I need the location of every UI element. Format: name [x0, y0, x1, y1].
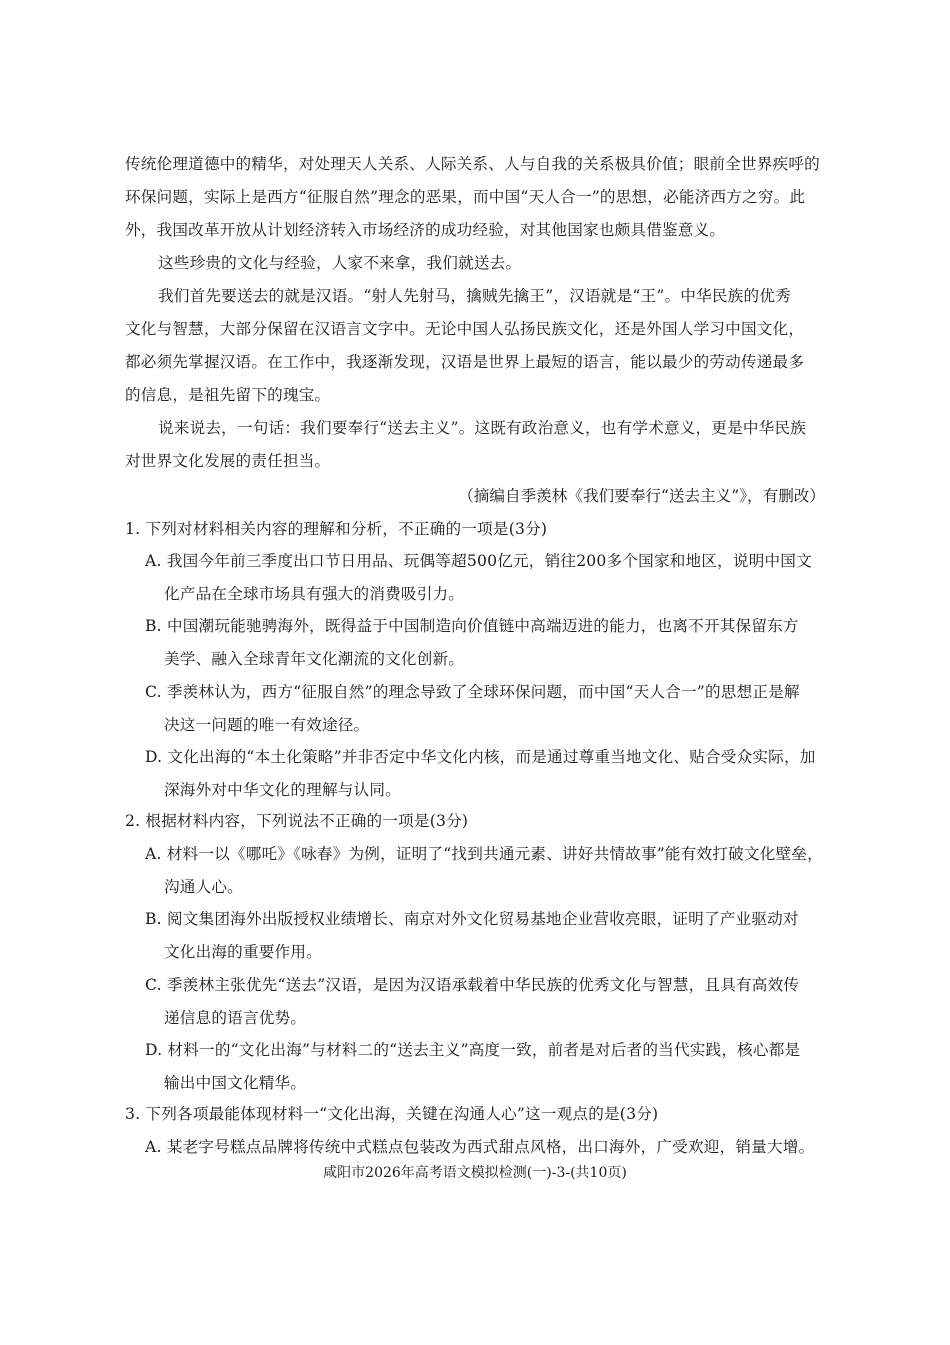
- passage-line: 说来说去，一句话：我们要奉行“送去主义”。这既有政治意义，也有学术意义，更是中华民族: [158, 419, 807, 437]
- option-1b-cont: 美学、融入全球青年文化潮流的文化创新。: [164, 650, 465, 668]
- option-1a-cont: 化产品在全球市场具有强大的消费吸引力。: [164, 585, 465, 603]
- passage-line: 都必须先掌握汉语。在工作中，我逐渐发现，汉语是世界上最短的语言，能以最少的劳动传递最多: [125, 353, 805, 371]
- question-stem-1: 1. 下列对材料相关内容的理解和分析，不正确的一项是(3分): [125, 520, 548, 538]
- question-stem-3: 3. 下列各项最能体现材料一“文化出海，关键在沟通人心”这一观点的是(3分): [125, 1105, 659, 1123]
- option-1c: C. 季羡林认为，西方“征服自然”的理念导致了全球环保问题，而中国“天人合一”的思想正是解: [145, 683, 800, 701]
- option-1d-cont: 深海外对中华文化的理解与认同。: [164, 781, 401, 799]
- passage-line: 环保问题，实际上是西方“征服自然”理念的恶果，而中国“天人合一”的思想，必能济西方之穷。此: [125, 188, 806, 206]
- passage-line: 外，我国改革开放从计划经济转入市场经济的成功经验，对其他国家也颇具借鉴意义。: [125, 221, 726, 239]
- option-3a: A. 某老字号糕点品牌将传统中式糕点包装改为西式甜点风格，出口海外，广受欢迎，销量大增。: [145, 1138, 815, 1156]
- option-2d: D. 材料一的“文化出海”与材料二的“送去主义”高度一致，前者是对后者的当代实践，核心都是: [145, 1041, 801, 1059]
- option-2a-cont: 沟通人心。: [164, 878, 243, 896]
- passage-line: 传统伦理道德中的精华，对处理天人关系、人际关系、人与自我的关系极具价值；眼前全世界疾呼的: [125, 155, 820, 173]
- option-2a: A. 材料一以《哪吒》《咏春》为例，证明了“找到共通元素、讲好共情故事”能有效打破文化壁垒，: [145, 845, 823, 863]
- option-2d-cont: 输出中国文化精华。: [164, 1074, 307, 1092]
- page-footer: 咸阳市2026年高考语文模拟检测(一)-3-(共10页): [323, 1165, 627, 1181]
- passage-line: 的信息，是祖先留下的瑰宝。: [125, 386, 331, 404]
- passage-source: （摘编自季羡林《我们要奉行“送去主义”》，有删改）: [458, 487, 825, 505]
- option-2b-cont: 文化出海的重要作用。: [164, 943, 322, 961]
- passage-line: 对世界文化发展的责任担当。: [125, 452, 331, 470]
- passage-line: 文化与智慧，大部分保留在汉语言文字中。无论中国人弘扬民族文化，还是外国人学习中国文化，: [125, 320, 805, 338]
- option-1b: B. 中国潮玩能驰骋海外，既得益于中国制造向价值链中高端迈进的能力，也离不开其保留东方: [145, 617, 799, 635]
- option-2c: C. 季羡林主张优先“送去”汉语，是因为汉语承载着中华民族的优秀文化与智慧，且具有高效传: [145, 976, 800, 994]
- question-stem-2: 2. 根据材料内容，下列说法不正确的一项是(3分): [125, 812, 469, 830]
- option-1d: D. 文化出海的“本土化策略”并非否定中华文化内核，而是通过尊重当地文化、贴合受众实际，加: [145, 748, 816, 766]
- passage-line: 我们首先要送去的就是汉语。“射人先射马，擒贼先擒王”，汉语就是“王”。中华民族的优秀: [158, 287, 791, 305]
- option-2c-cont: 递信息的语言优势。: [164, 1009, 307, 1027]
- option-1a: A. 我国今年前三季度出口节日用品、玩偶等超500亿元，销往200多个国家和地区，说明中国文: [145, 552, 812, 570]
- option-1c-cont: 决这一问题的唯一有效途径。: [164, 716, 370, 734]
- option-2b: B. 阅文集团海外出版授权业绩增长、南京对外文化贸易基地企业营收亮眼，证明了产业驱动对: [145, 910, 799, 928]
- passage-line: 这些珍贵的文化与经验，人家不来拿，我们就送去。: [158, 254, 522, 272]
